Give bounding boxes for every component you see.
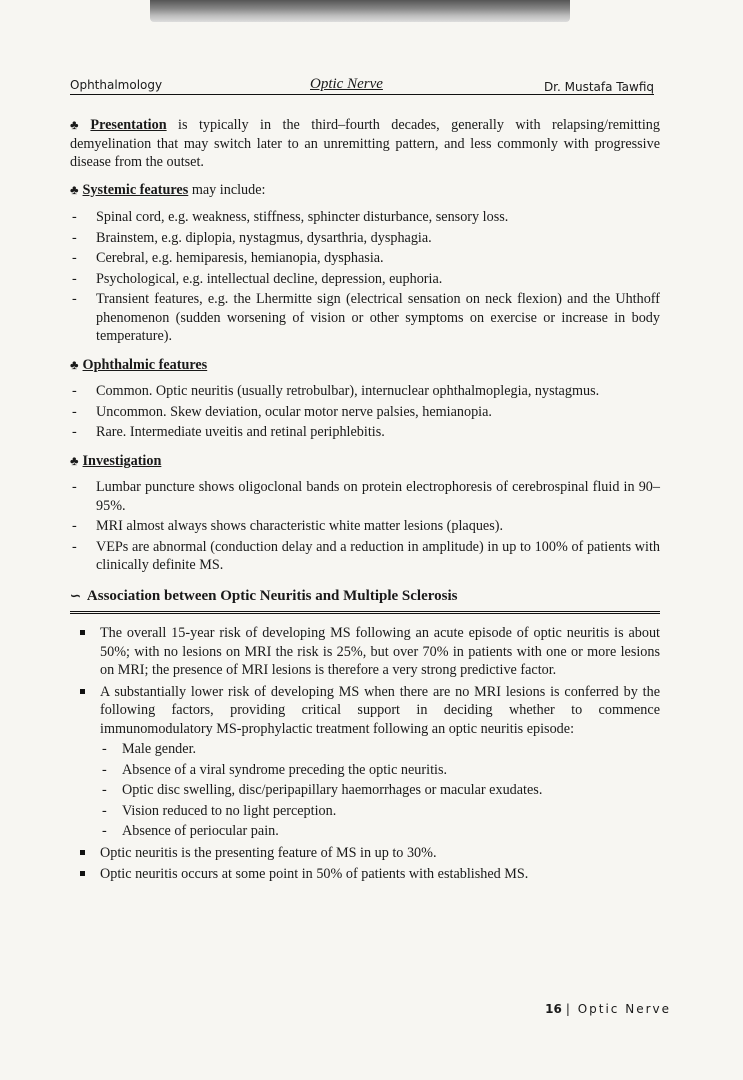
list-item: - Lumbar puncture shows oligoclonal bands on protein electrophoresis of cerebrospinal fluid in 90–95%. [70, 478, 660, 515]
page-content [70, 116, 660, 887]
ophthalmic-heading-row [70, 356, 660, 375]
systemic-suffix: may include: [188, 181, 266, 198]
club-icon: ♣ [70, 117, 87, 132]
ophthalmic-list [70, 382, 660, 442]
footer-title: Optic Nerve [577, 1002, 671, 1016]
club-icon: ♣ [70, 356, 79, 372]
list-item: - MRI almost always shows characteristic white matter lesions (plaques). [70, 517, 660, 536]
presentation-heading: Presentation [90, 117, 167, 133]
presentation-paragraph [70, 116, 660, 172]
list-item: Optic neuritis occurs at some point in 50% of patients with established MS. [70, 865, 660, 884]
systemic-list [70, 208, 660, 346]
ophthalmic-heading: Ophthalmic features [82, 356, 208, 373]
page-header [70, 76, 654, 95]
list-item: The overall 15-year risk of developing MS following an acute episode of optic neuritis is about 50%; with no lesions on MRI the risk is 25%, but over 70% in patients with one or more lesions on MRI; the presence of MRI lesions is therefore a very strong predictive factor. [70, 624, 660, 680]
header-chapter-title: Optic Nerve [310, 76, 383, 92]
association-list [70, 624, 660, 884]
club-icon: ♣ [70, 452, 79, 468]
sublist-item: - Absence of periocular pain. [100, 822, 660, 841]
association-heading: Association between Optic Neuritis and Multiple Sclerosis [86, 587, 458, 604]
list-item: - Rare. Intermediate uveitis and retinal periphlebitis. [70, 423, 660, 442]
association-heading-row [70, 587, 660, 615]
list-item-text: A substantially lower risk of developing MS when there are no MRI lesions is conferred by the following factors, providing critical support in deciding whether to commence immunomodulatory MS-prophylactic treatment following an optic neuritis episode: [100, 683, 660, 737]
page-footer [545, 1002, 671, 1016]
ornament-icon: ∽ [70, 587, 81, 603]
investigation-heading: Investigation [82, 452, 162, 469]
presentation-text: is typically in the third–fourth decades, generally with relapsing/remitting demyelination that may switch later to an unremitting pattern, and less commonly with progressive disease from the outset. [70, 117, 660, 170]
list-item: - Spinal cord, e.g. weakness, stiffness, sphincter disturbance, sensory loss. [70, 208, 660, 227]
sublist-item: - Optic disc swelling, disc/peripapillary haemorrhages or macular exudates. [100, 781, 660, 800]
investigation-heading-row [70, 452, 660, 471]
list-item: - Common. Optic neuritis (usually retrobulbar), internuclear ophthalmoplegia, nystagmus. [70, 382, 660, 401]
list-item: - Psychological, e.g. intellectual decline, depression, euphoria. [70, 270, 660, 289]
binding-strip [150, 0, 570, 22]
list-item: - Brainstem, e.g. diplopia, nystagmus, dysarthria, dysphagia. [70, 229, 660, 248]
sublist-item: - Male gender. [100, 740, 660, 759]
investigation-list [70, 478, 660, 575]
list-item: - Transient features, e.g. the Lhermitte sign (electrical sensation on neck flexion) and the Uhthoff phenomenon (sudden worsening of vision or other symptoms on exercise or increase in body temperature). [70, 290, 660, 346]
header-subject: Ophthalmology [70, 78, 163, 92]
list-item [70, 683, 660, 841]
page-number: 16 [545, 1002, 562, 1016]
sublist-item: - Absence of a viral syndrome preceding the optic neuritis. [100, 761, 660, 780]
club-icon: ♣ [70, 181, 79, 197]
list-item: - VEPs are abnormal (conduction delay and a reduction in amplitude) in up to 100% of patients with clinically definite MS. [70, 538, 660, 575]
list-item: - Cerebral, e.g. hemiparesis, hemianopia, dysphasia. [70, 249, 660, 268]
list-item: Optic neuritis is the presenting feature of MS in up to 30%. [70, 844, 660, 863]
systemic-intro [70, 181, 660, 200]
header-author: Dr. Mustafa Tawfiq [543, 80, 654, 94]
factor-sublist [100, 740, 660, 841]
sublist-item: - Vision reduced to no light perception. [100, 802, 660, 821]
footer-separator: | [565, 1002, 572, 1016]
list-item: - Uncommon. Skew deviation, ocular motor nerve palsies, hemianopia. [70, 403, 660, 422]
systemic-heading: Systemic features [82, 181, 189, 198]
